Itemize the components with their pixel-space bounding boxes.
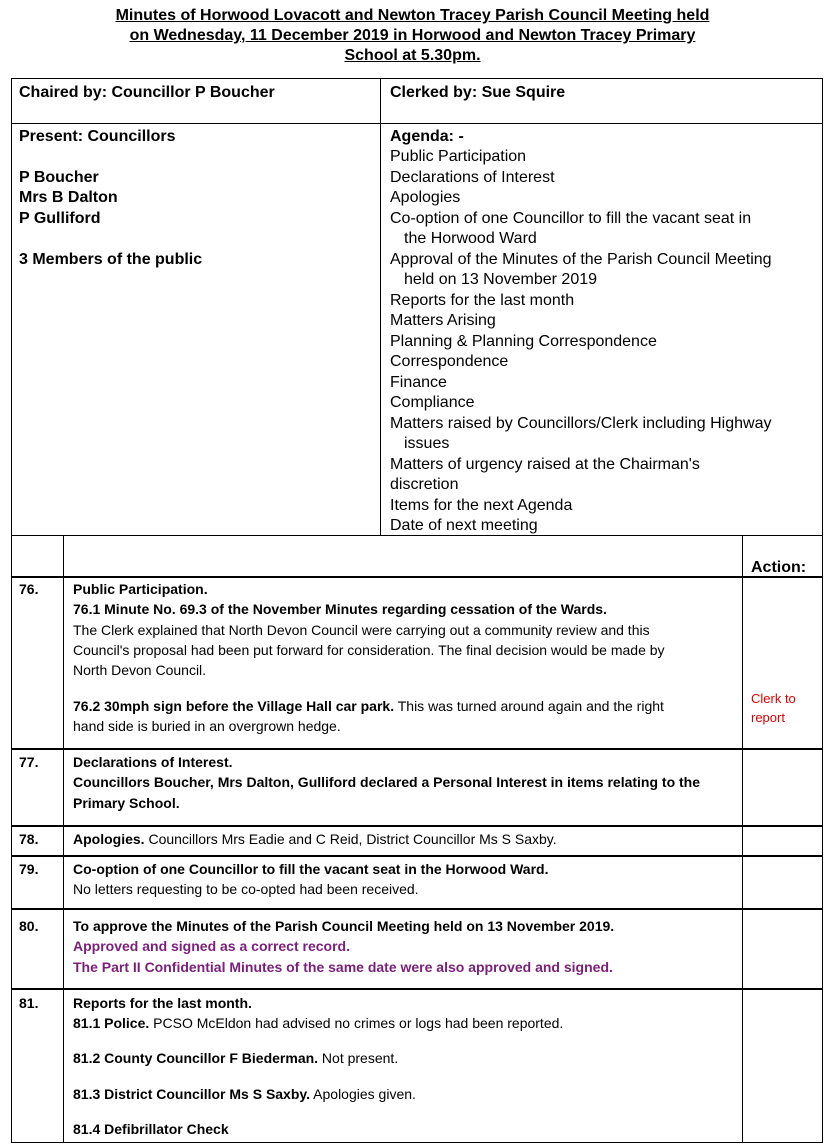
minute-heading: Declarations of Interest.: [73, 754, 233, 770]
action-column-divider: [742, 535, 743, 1143]
present-heading: Present: Councillors: [19, 128, 176, 145]
row-divider: [11, 576, 823, 578]
row-divider: [11, 855, 823, 857]
minute-text: Council's proposal had been put forward for consideration. The final decision would be made by: [73, 642, 665, 658]
upper-column-divider: [380, 78, 381, 535]
minute-heading: Apologies.: [73, 831, 145, 847]
present-member: P Gulliford: [19, 210, 101, 227]
agenda-item: Matters of urgency raised at the Chairman's: [390, 456, 700, 473]
row-divider: [11, 988, 823, 990]
clerked-by: Clerked by: Sue Squire: [390, 84, 566, 101]
agenda-item: Finance: [390, 374, 447, 391]
agenda-item: Matters Arising: [390, 312, 496, 329]
public-members: 3 Members of the public: [19, 251, 203, 268]
title-line-1: Minutes of Horwood Lovacott and Newton Tracey Parish Council Meeting held: [115, 7, 710, 24]
minute-number: 80.: [19, 918, 39, 934]
action-column-header: Action:: [751, 559, 807, 576]
minute-heading: Reports for the last month.: [73, 995, 252, 1011]
agenda-item: Planning & Planning Correspondence: [390, 333, 657, 350]
minute-text: No letters requesting to be co-opted had been received.: [73, 881, 419, 897]
subminute-line: [73, 1013, 563, 1033]
agenda-item: Declarations of Interest: [390, 169, 555, 186]
minute-text: Councillors Mrs Eadie and C Reid, District Councillor Ms S Saxby.: [144, 831, 557, 847]
minute-text: PCSO McEldon had advised no crimes or logs had been reported.: [149, 1015, 564, 1031]
minute-text: Not present.: [318, 1050, 399, 1066]
page-title: [0, 6, 825, 66]
row-divider: [11, 908, 823, 910]
number-column-divider: [63, 535, 64, 1143]
agenda-item: Correspondence: [390, 353, 509, 370]
agenda-item: Reports for the last month: [390, 292, 575, 309]
agenda-item: Apologies: [390, 189, 461, 206]
minute-line: [73, 829, 557, 849]
header-row-divider: [11, 123, 823, 124]
action-note: report: [751, 710, 785, 725]
resolution-text: Approved and signed as a correct record.: [73, 938, 350, 954]
agenda-item: Date of next meeting: [390, 517, 538, 534]
subminute-title: 76.2 30mph sign before the Village Hall car park.: [73, 698, 395, 714]
agenda-item: Matters raised by Councillors/Clerk including Highway: [390, 415, 772, 432]
agenda-item: Co-option of one Councillor to fill the vacant seat in: [390, 210, 752, 227]
subminute-line: [73, 1084, 416, 1104]
minute-text: Councillors Boucher, Mrs Dalton, Gulliford declared a Personal Interest in items relating to the: [73, 774, 701, 790]
minute-text: The Clerk explained that North Devon Council were carrying out a community review and this: [73, 622, 650, 638]
agenda-heading: Agenda: -: [390, 128, 464, 145]
subminute-line: [73, 1048, 398, 1068]
chaired-by: Chaired by: Councillor P Boucher: [19, 84, 275, 101]
subminute-title: 81.1 Police.: [73, 1015, 150, 1031]
agenda-item: Approval of the Minutes of the Parish Council Meeting: [390, 251, 772, 268]
present-member: P Boucher: [19, 169, 99, 186]
agenda-item: Items for the next Agenda: [390, 497, 573, 514]
action-note: Clerk to: [751, 691, 796, 706]
minute-text: hand side is buried in an overgrown hedge.: [73, 718, 341, 734]
minute-number: 79.: [19, 861, 39, 877]
subminute-title: 81.3 District Councillor Ms S Saxby.: [73, 1086, 311, 1102]
minute-number: 78.: [19, 831, 39, 847]
title-line-2: on Wednesday, 11 December 2019 in Horwood and Newton Tracey Primary: [129, 27, 696, 44]
minute-text: Primary School.: [73, 795, 180, 811]
agenda-item: held on 13 November 2019: [404, 271, 598, 288]
minute-text: Apologies given.: [310, 1086, 416, 1102]
minute-text: This was turned around again and the right: [394, 698, 664, 714]
subminute-line: [73, 696, 664, 716]
agenda-item: Public Participation: [390, 148, 527, 165]
minute-text: North Devon Council.: [73, 662, 207, 678]
row-divider: [11, 748, 823, 750]
agenda-item: the Horwood Ward: [404, 230, 537, 247]
subminute-title: 81.4 Defibrillator Check: [73, 1121, 229, 1137]
subminute-title: 76.1 Minute No. 69.3 of the November Minutes regarding cessation of the Wards.: [73, 601, 607, 617]
minute-heading: Co-option of one Councillor to fill the vacant seat in the Horwood Ward.: [73, 861, 549, 877]
title-line-3: School at 5.30pm.: [344, 47, 481, 64]
minute-number: 81.: [19, 995, 39, 1011]
subminute-title: 81.2 County Councillor F Biederman.: [73, 1050, 319, 1066]
agenda-item: discretion: [390, 476, 459, 493]
row-divider: [11, 825, 823, 827]
minute-number: 76.: [19, 581, 39, 597]
minute-heading: To approve the Minutes of the Parish Council Meeting held on 13 November 2019.: [73, 918, 615, 934]
agenda-item: issues: [404, 435, 450, 452]
resolution-text: The Part II Confidential Minutes of the same date were also approved and signed.: [73, 959, 613, 975]
agenda-item: Compliance: [390, 394, 475, 411]
minute-number: 77.: [19, 754, 39, 770]
minute-heading: Public Participation.: [73, 581, 208, 597]
present-member: Mrs B Dalton: [19, 189, 118, 206]
